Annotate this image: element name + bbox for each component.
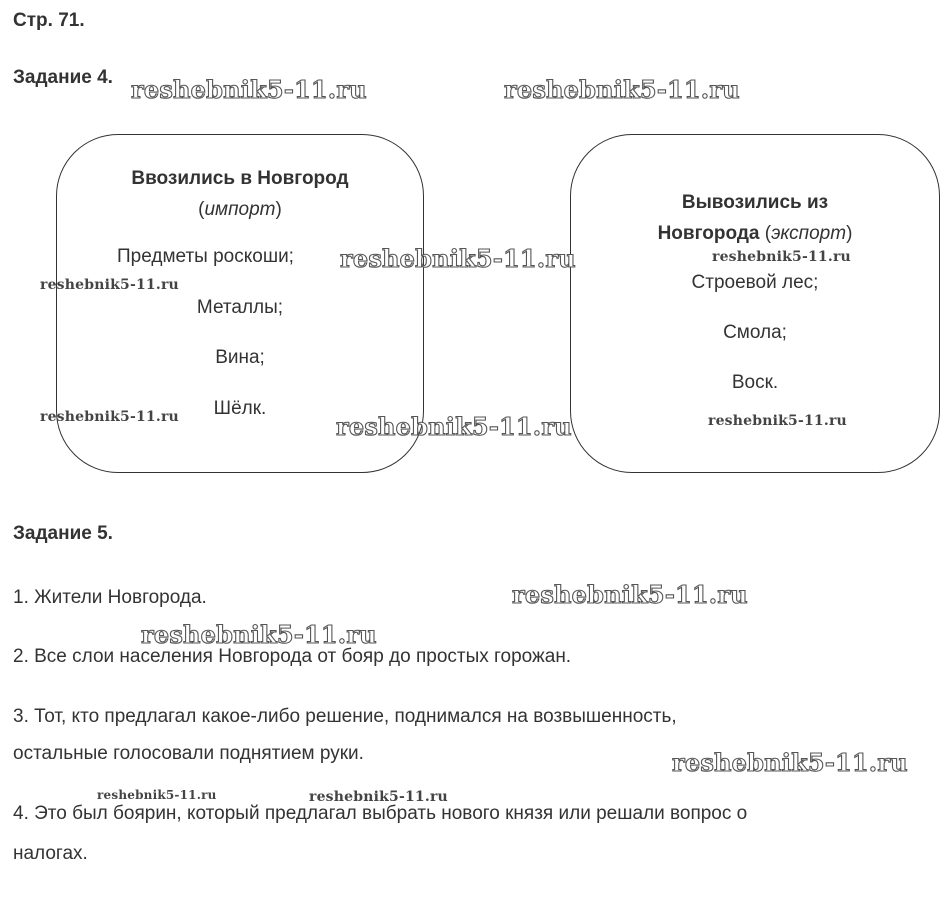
- answer-3: 3. Тот, кто предлагал какое-либо решение, поднимался на возвышенность,: [13, 706, 677, 727]
- export-item: Строевой лес;: [691, 272, 819, 293]
- import-item: Металлы;: [196, 297, 284, 318]
- import-title: Ввозились в Новгород: [131, 168, 349, 189]
- export-note-open: (: [759, 223, 772, 244]
- watermark: reshebnik5-11.ru: [340, 244, 576, 273]
- watermark: reshebnik5-11.ru: [504, 75, 740, 104]
- page-number: Стр. 71.: [13, 10, 85, 31]
- import-item: Предметы роскоши;: [117, 246, 294, 267]
- watermark: reshebnik5-11.ru: [97, 788, 217, 802]
- import-note-close: ): [275, 199, 282, 220]
- watermark: reshebnik5-11.ru: [141, 620, 377, 649]
- answer-4-continued: налогах.: [13, 843, 88, 864]
- watermark: reshebnik5-11.ru: [40, 409, 179, 425]
- export-note-close: ): [846, 223, 853, 244]
- export-item: Смола;: [723, 322, 787, 343]
- answer-2: 2. Все слои населения Новгорода от бояр до простых горожан.: [13, 646, 572, 667]
- answer-4: 4. Это был боярин, который предлагал выбрать нового князя или решали вопрос о: [13, 803, 748, 824]
- watermark: reshebnik5-11.ru: [672, 748, 908, 777]
- watermark: reshebnik5-11.ru: [512, 580, 748, 609]
- answer-1: 1. Жители Новгорода.: [13, 587, 207, 608]
- watermark: reshebnik5-11.ru: [336, 412, 572, 441]
- task4-heading: Задание 4.: [13, 67, 113, 88]
- import-note-text: импорт: [204, 199, 276, 220]
- import-item: Шёлк.: [213, 398, 267, 419]
- export-note-text: экспорт: [771, 223, 847, 244]
- task5-heading: Задание 5.: [13, 523, 113, 544]
- watermark: reshebnik5-11.ru: [40, 277, 179, 293]
- answer-3-continued: остальные голосовали поднятием руки.: [13, 743, 364, 764]
- watermark: reshebnik5-11.ru: [712, 249, 851, 265]
- export-title-line1: Вывозились из: [681, 192, 829, 213]
- import-item: Вина;: [215, 347, 265, 368]
- watermark: reshebnik5-11.ru: [131, 75, 367, 104]
- import-note: [57, 199, 423, 221]
- export-item: Воск.: [731, 372, 779, 393]
- export-title-city: Новгорода: [657, 223, 760, 244]
- import-note-open: (: [198, 199, 205, 220]
- watermark: reshebnik5-11.ru: [309, 789, 448, 805]
- watermark: reshebnik5-11.ru: [708, 413, 847, 429]
- export-title-line2: [571, 223, 939, 245]
